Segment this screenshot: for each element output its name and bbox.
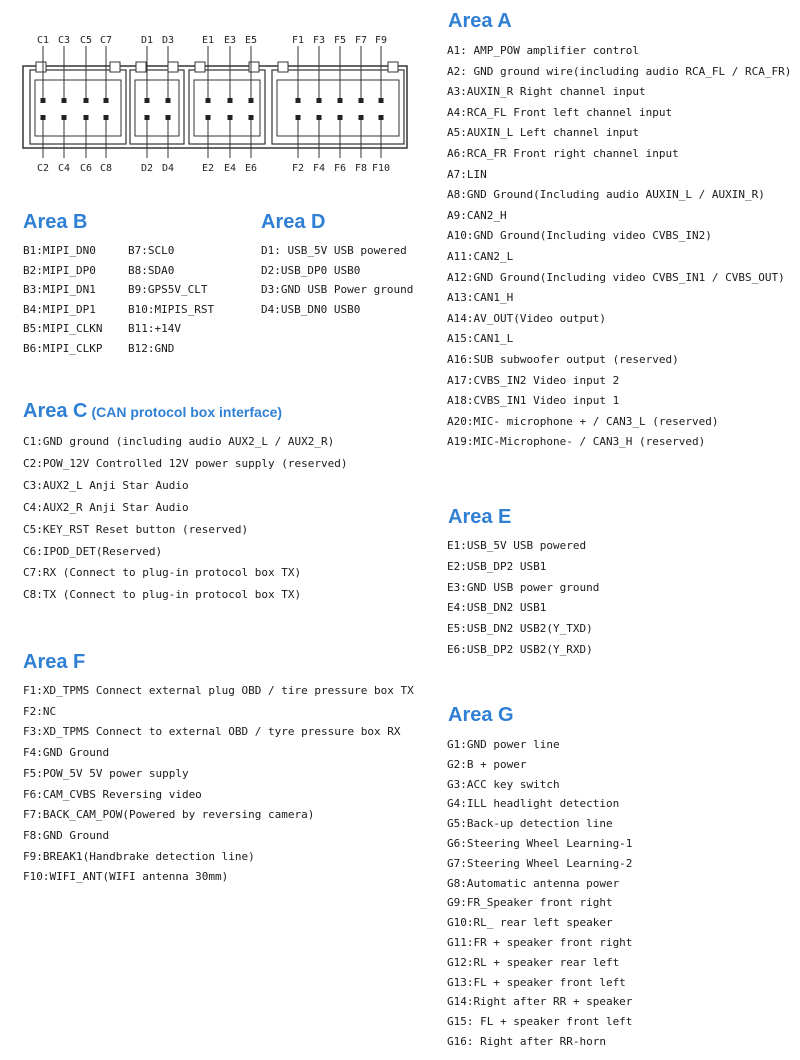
pin-description: A2: GND ground wire(including audio RCA_FL / RCA_FR) xyxy=(447,64,792,78)
pin-description: F7:BACK_CAM_POW(Powered by reversing camera) xyxy=(23,808,315,822)
pin-description: G14:Right after RR + speaker xyxy=(447,995,633,1009)
pin-description: A7:LIN xyxy=(447,167,487,181)
pin-description: B9:GPS5V_CLT xyxy=(128,283,208,296)
pin-description: B2:MIPI_DP0 xyxy=(23,263,96,277)
latch-tab xyxy=(136,62,146,72)
pin-contact xyxy=(228,115,233,120)
pin-label-top: F7 xyxy=(354,35,368,46)
pin-contact xyxy=(338,98,343,103)
pin-description: G1:GND power line xyxy=(447,738,560,751)
pin-label-top: C1 xyxy=(36,35,50,46)
pin-description: F3:XD_TPMS Connect to external OBD / tyre pressure box RX xyxy=(23,725,401,739)
pin-contact xyxy=(249,115,254,120)
pin-label-bottom: F2 xyxy=(291,163,305,174)
pin-contact xyxy=(62,115,67,120)
latch-tab xyxy=(110,62,120,72)
pin-label-bottom: E4 xyxy=(223,163,237,174)
pin-description: B7:SCL0 xyxy=(128,244,175,257)
connector-diagram xyxy=(0,0,440,180)
latch-tab xyxy=(36,62,46,72)
latch-tab xyxy=(278,62,288,72)
pin-contact xyxy=(379,98,384,103)
pin-description: G4:ILL headlight detection xyxy=(447,797,620,811)
pin-label-top: F5 xyxy=(333,35,347,46)
pin-label-bottom: E2 xyxy=(201,163,215,174)
pin-description: C2:POW_12V Controlled 12V power supply (reserved) xyxy=(23,456,348,470)
pin-description: A17:CVBS_IN2 Video input 2 xyxy=(447,373,620,387)
pin-label-bottom: F10 xyxy=(371,163,391,174)
pin-description: A11:CAN2_L xyxy=(447,250,514,263)
pin-description: C1:GND ground (including audio AUX2_L / AUX2_R) xyxy=(23,435,335,448)
pin-label-top: F9 xyxy=(374,35,388,46)
pin-description: G5:Back-up detection line xyxy=(447,817,613,831)
pin-description: F1:XD_TPMS Connect external plug OBD / tire pressure box TX xyxy=(23,684,414,697)
pin-contact xyxy=(228,98,233,103)
pin-description: A6:RCA_FR Front right channel input xyxy=(447,147,679,160)
pin-label-top: F3 xyxy=(312,35,326,46)
pin-description: A19:MIC-Microphone- / CAN3_H (reserved) xyxy=(447,435,706,449)
pin-description: A4:RCA_FL Front left channel input xyxy=(447,105,673,119)
pin-label-bottom: F4 xyxy=(312,163,326,174)
pin-contact xyxy=(104,98,109,103)
connector-cavity xyxy=(135,80,179,136)
pin-description: G13:FL + speaker front left xyxy=(447,975,626,989)
pin-description: A15:CAN1_L xyxy=(447,332,514,346)
pin-contact xyxy=(296,115,301,120)
pin-description: B6:MIPI_CLKP xyxy=(23,341,103,355)
pin-description: A1: AMP_POW amplifier control xyxy=(447,44,640,57)
pin-contact xyxy=(317,98,322,103)
pin-description: D4:USB_DN0 USB0 xyxy=(261,302,361,316)
pin-description: A18:CVBS_IN1 Video input 1 xyxy=(447,394,620,408)
pin-description: G6:Steering Wheel Learning-1 xyxy=(447,837,633,850)
pin-description: F2:NC xyxy=(23,704,57,718)
pin-description: G7:Steering Wheel Learning-2 xyxy=(447,856,633,870)
pin-description: G2:B + power xyxy=(447,757,527,771)
latch-tab xyxy=(388,62,398,72)
pin-contact xyxy=(359,115,364,120)
pin-description: G3:ACC key switch xyxy=(447,777,560,791)
pin-label-bottom: E6 xyxy=(244,163,258,174)
area-b-title: Area B xyxy=(23,211,88,233)
area-g-title: Area G xyxy=(448,704,514,726)
pin-description: B5:MIPI_CLKN xyxy=(23,322,103,335)
pin-description: G12:RL + speaker rear left xyxy=(447,955,620,969)
pin-description: G15: FL + speaker front left xyxy=(447,1015,633,1029)
pin-description: A5:AUXIN_L Left channel input xyxy=(447,126,640,140)
connector-block-C xyxy=(30,70,126,144)
pin-description: F8:GND Ground xyxy=(23,828,110,842)
pin-description: C5:KEY_RST Reset button (reserved) xyxy=(23,522,249,536)
pin-description: E1:USB_5V USB powered xyxy=(447,539,587,552)
area-c-title xyxy=(23,400,282,423)
pin-contact xyxy=(104,115,109,120)
pin-label-bottom: F6 xyxy=(333,163,347,174)
pin-description: B3:MIPI_DN1 xyxy=(23,283,96,296)
pin-label-top: D1 xyxy=(140,35,154,46)
area-c-subtitle: (CAN protocol box interface) xyxy=(91,404,283,420)
pin-description: F10:WIFI_ANT(WIFI antenna 30mm) xyxy=(23,870,229,884)
pin-description: A12:GND Ground(Including video CVBS_IN1 / CVBS_OUT) xyxy=(447,270,785,284)
pin-description: A13:CAN1_H xyxy=(447,291,514,305)
pin-description: B12:GND xyxy=(128,341,175,355)
pin-label-top: C7 xyxy=(99,35,113,46)
pin-description: E6:USB_DP2 USB2(Y_RXD) xyxy=(447,643,593,656)
pin-contact xyxy=(166,98,171,103)
pin-description: D3:GND USB Power ground xyxy=(261,283,414,296)
pin-contact xyxy=(379,115,384,120)
area-f-title: Area F xyxy=(23,651,86,673)
latch-tab xyxy=(168,62,178,72)
pin-contact xyxy=(166,115,171,120)
pin-labels xyxy=(37,35,390,174)
pin-description: F6:CAM_CVBS Reversing video xyxy=(23,787,202,801)
pin-description: C8:TX (Connect to plug-in protocol box TX) xyxy=(23,588,302,602)
pin-contact xyxy=(206,98,211,103)
pin-label-top: E5 xyxy=(244,35,258,46)
pin-contact xyxy=(84,115,89,120)
pin-contact xyxy=(359,98,364,103)
pin-description: F4:GND Ground xyxy=(23,746,110,760)
pin-label-bottom: C4 xyxy=(57,163,71,174)
pin-description: E2:USB_DP2 USB1 xyxy=(447,559,547,573)
pin-contact xyxy=(206,115,211,120)
pin-description: A16:SUB subwoofer output (reserved) xyxy=(447,353,679,366)
pin-label-top: F1 xyxy=(291,35,305,46)
pin-description: A9:CAN2_H xyxy=(447,208,507,222)
area-c-title-text: Area C xyxy=(23,400,88,422)
pin-description: E5:USB_DN2 USB2(Y_TXD) xyxy=(447,622,593,636)
pin-description: G16: Right after RR-horn xyxy=(447,1035,606,1048)
area-a-title: Area A xyxy=(448,10,512,32)
connector-block-F xyxy=(272,70,404,144)
pin-description: B1:MIPI_DN0 xyxy=(23,244,96,257)
area-e-title: Area E xyxy=(448,506,512,528)
pin-label-top: C3 xyxy=(57,35,71,46)
pin-description: G10:RL_ rear left speaker xyxy=(447,916,613,930)
connector-cavity xyxy=(35,80,121,136)
connector-block-D xyxy=(130,70,184,144)
connector-block-E xyxy=(189,70,265,144)
pin-contact xyxy=(249,98,254,103)
pin-label-top: D3 xyxy=(161,35,175,46)
connector-cavity xyxy=(194,80,260,136)
pin-description: E4:USB_DN2 USB1 xyxy=(447,601,547,615)
pin-description: C4:AUX2_R Anji Star Audio xyxy=(23,500,189,514)
pin-description: F9:BREAK1(Handbrake detection line) xyxy=(23,849,255,863)
pin-contact xyxy=(84,98,89,103)
pin-contact xyxy=(145,98,150,103)
pin-description: A8:GND Ground(Including audio AUXIN_L / AUXIN_R) xyxy=(447,188,765,202)
pin-description: B4:MIPI_DP1 xyxy=(23,302,96,316)
pin-contact xyxy=(296,98,301,103)
pin-contact xyxy=(62,98,67,103)
pin-contact xyxy=(145,115,150,120)
pin-description: G9:FR_Speaker front right xyxy=(447,896,613,910)
pin-description: D2:USB_DP0 USB0 xyxy=(261,263,361,277)
pin-description: A14:AV_OUT(Video output) xyxy=(447,311,606,325)
pin-description: G8:Automatic antenna power xyxy=(447,876,620,890)
pin-description: A10:GND Ground(Including video CVBS_IN2) xyxy=(447,229,712,243)
pin-label-bottom: C2 xyxy=(36,163,50,174)
pin-description: G11:FR + speaker front right xyxy=(447,936,633,949)
pin-label-bottom: C6 xyxy=(79,163,93,174)
pin-label-top: C5 xyxy=(79,35,93,46)
pin-contact xyxy=(317,115,322,120)
pin-description: A3:AUXIN_R Right channel input xyxy=(447,85,646,99)
pin-description: C6:IPOD_DET(Reserved) xyxy=(23,544,163,558)
pin-description: B8:SDA0 xyxy=(128,263,175,277)
area-d-title: Area D xyxy=(261,211,326,233)
pin-description: E3:GND USB power ground xyxy=(447,580,600,594)
pin-description: C7:RX (Connect to plug-in protocol box TX) xyxy=(23,566,302,580)
pin-label-top: E3 xyxy=(223,35,237,46)
pin-description: B11:+14V xyxy=(128,322,181,335)
pin-description: B10:MIPIS_RST xyxy=(128,302,215,316)
pin-contact xyxy=(338,115,343,120)
pin-contact xyxy=(41,115,46,120)
pin-label-bottom: F8 xyxy=(354,163,368,174)
pin-label-bottom: D4 xyxy=(161,163,175,174)
pin-label-bottom: D2 xyxy=(140,163,154,174)
pin-contact xyxy=(41,98,46,103)
connector-housing xyxy=(23,46,407,158)
pin-description: C3:AUX2_L Anji Star Audio xyxy=(23,478,189,492)
pin-description: F5:POW_5V 5V power supply xyxy=(23,766,189,780)
pin-label-top: E1 xyxy=(201,35,215,46)
pin-description: D1: USB_5V USB powered xyxy=(261,244,407,257)
pin-description: A20:MIC- microphone + / CAN3_L (reserved) xyxy=(447,414,719,428)
pin-label-bottom: C8 xyxy=(99,163,113,174)
latch-tab xyxy=(195,62,205,72)
